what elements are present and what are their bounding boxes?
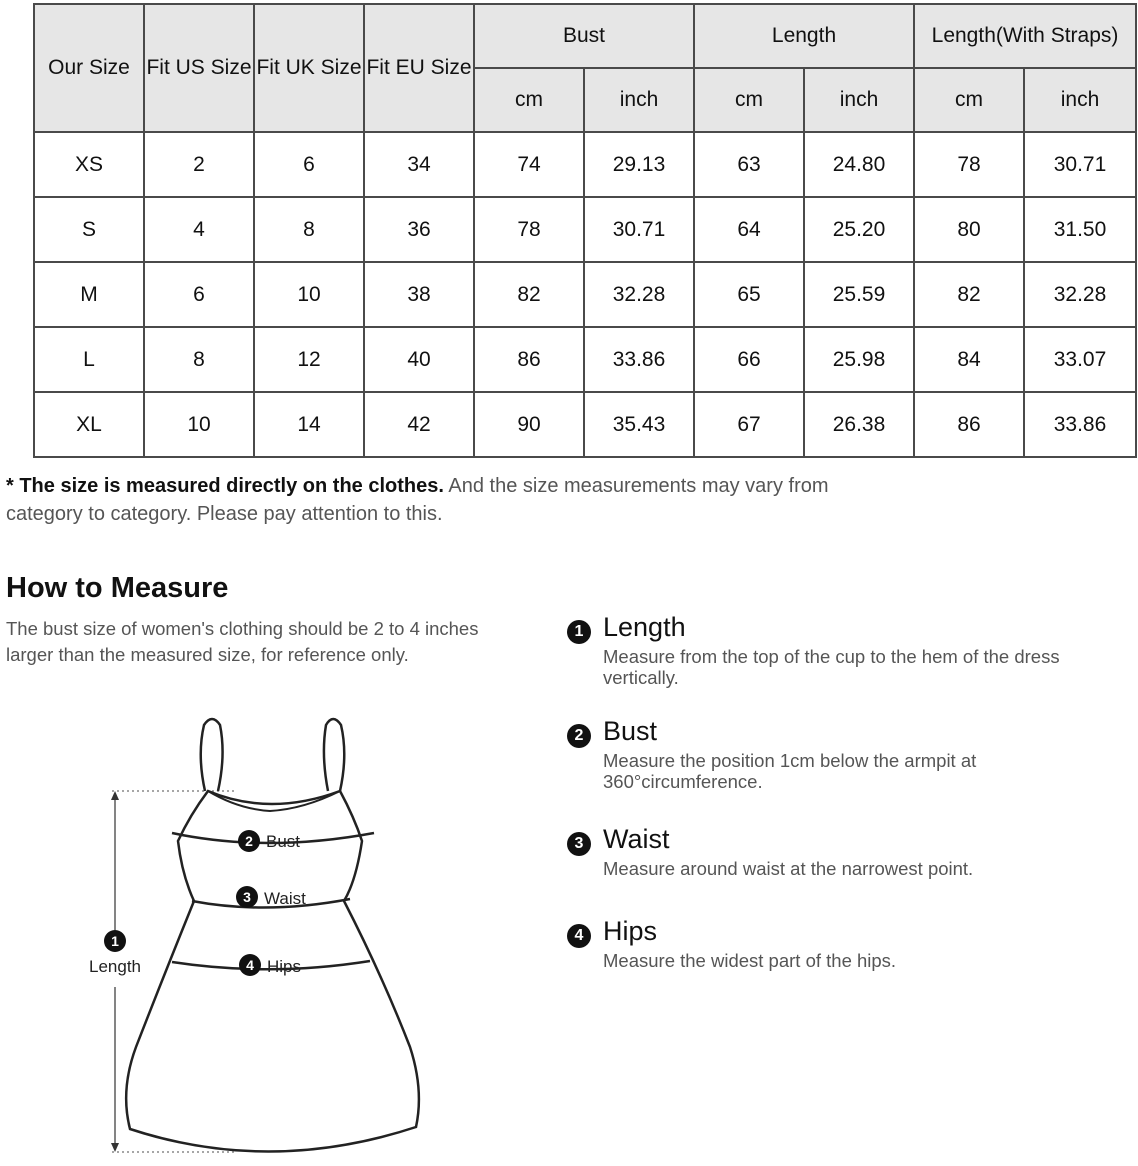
cell-straps-cm: 84: [914, 327, 1024, 392]
cell-length-cm: 66: [694, 327, 804, 392]
step-name: Waist: [603, 824, 670, 854]
cell-fit-eu: 40: [364, 327, 474, 392]
step-description: Measure the position 1cm below the armpit at 360°circumference.: [603, 750, 977, 792]
length-arrow-up: [111, 791, 119, 800]
note-rest: And the size measurements may vary from category to category. Please pay attention to this.: [6, 475, 829, 525]
header-straps-inch: inch: [1024, 68, 1136, 132]
cell-straps-inch: 30.71: [1024, 132, 1136, 197]
hips-label: Hips: [267, 957, 302, 976]
cell-fit-uk: 10: [254, 262, 364, 327]
cell-bust-cm: 86: [474, 327, 584, 392]
cell-fit-us: 2: [144, 132, 254, 197]
cell-straps-inch: 33.07: [1024, 327, 1136, 392]
cell-bust-inch: 33.86: [584, 327, 694, 392]
cell-bust-inch: 29.13: [584, 132, 694, 197]
header-length-cm: cm: [694, 68, 804, 132]
header-bust-inch: inch: [584, 68, 694, 132]
measurement-note: [6, 472, 906, 528]
cell-fit-eu: 34: [364, 132, 474, 197]
cell-length-cm: 67: [694, 392, 804, 457]
cell-our-size: M: [34, 262, 144, 327]
cell-straps-cm: 80: [914, 197, 1024, 262]
cell-fit-us: 6: [144, 262, 254, 327]
step-name: Length: [603, 612, 686, 642]
cell-length-cm: 64: [694, 197, 804, 262]
cell-fit-eu: 36: [364, 197, 474, 262]
cell-fit-uk: 14: [254, 392, 364, 457]
cell-fit-uk: 8: [254, 197, 364, 262]
how-to-measure-description: The bust size of women's clothing should be 2 to 4 inches larger than the measured size, for reference only.: [6, 618, 479, 665]
hips-number: 4: [246, 957, 254, 973]
cell-bust-cm: 82: [474, 262, 584, 327]
cell-straps-cm: 86: [914, 392, 1024, 457]
header-bust: Bust: [474, 4, 694, 68]
cell-fit-us: 10: [144, 392, 254, 457]
header-length-with-straps: Length(With Straps): [914, 4, 1136, 68]
table-row: [34, 197, 1136, 262]
cell-fit-us: 8: [144, 327, 254, 392]
how-to-measure-title: How to Measure: [6, 572, 229, 604]
step-number: 2: [567, 724, 591, 748]
waist-label: Waist: [264, 889, 306, 908]
cell-length-inch: 24.80: [804, 132, 914, 197]
cell-straps-cm: 78: [914, 132, 1024, 197]
table-row: [34, 132, 1136, 197]
cell-length-inch: 25.20: [804, 197, 914, 262]
cell-fit-uk: 6: [254, 132, 364, 197]
header-our-size: Our Size: [34, 4, 144, 132]
cell-length-inch: 26.38: [804, 392, 914, 457]
step-description: Measure around waist at the narrowest point.: [603, 858, 974, 879]
step-number: 3: [567, 832, 591, 856]
waist-number: 3: [243, 889, 251, 905]
cell-length-inch: 25.98: [804, 327, 914, 392]
cell-straps-inch: 33.86: [1024, 392, 1136, 457]
length-arrow-down: [111, 1143, 119, 1152]
cell-our-size: XS: [34, 132, 144, 197]
cell-bust-cm: 90: [474, 392, 584, 457]
size-chart-table: [33, 3, 1137, 458]
step-number: 1: [567, 620, 591, 644]
length-number: 1: [111, 933, 119, 949]
header-bust-cm: cm: [474, 68, 584, 132]
step-number: 4: [567, 924, 591, 948]
cell-bust-cm: 74: [474, 132, 584, 197]
cell-bust-inch: 32.28: [584, 262, 694, 327]
header-fit-uk: Fit UK Size: [254, 4, 364, 132]
cell-fit-us: 4: [144, 197, 254, 262]
header-length-inch: inch: [804, 68, 914, 132]
left-strap: [201, 719, 223, 791]
step-description: Measure from the top of the cup to the hem of the dress vertically.: [603, 646, 1060, 688]
cell-straps-inch: 31.50: [1024, 197, 1136, 262]
bust-number: 2: [245, 833, 253, 849]
header-length: Length: [694, 4, 914, 68]
cell-length-inch: 25.59: [804, 262, 914, 327]
cell-bust-cm: 78: [474, 197, 584, 262]
step-description: Measure the widest part of the hips.: [603, 950, 897, 971]
cell-fit-uk: 12: [254, 327, 364, 392]
cell-fit-eu: 38: [364, 262, 474, 327]
cell-straps-inch: 32.28: [1024, 262, 1136, 327]
dress-diagram: [60, 705, 460, 1165]
note-bold: * The size is measured directly on the clothes.: [6, 475, 444, 497]
cell-length-cm: 63: [694, 132, 804, 197]
cell-our-size: S: [34, 197, 144, 262]
cell-bust-inch: 30.71: [584, 197, 694, 262]
table-row: [34, 262, 1136, 327]
table-row: [34, 392, 1136, 457]
step-name: Bust: [603, 716, 658, 746]
cell-length-cm: 65: [694, 262, 804, 327]
header-fit-us: Fit US Size: [144, 4, 254, 132]
step-name: Hips: [603, 916, 658, 946]
cell-bust-inch: 35.43: [584, 392, 694, 457]
cell-fit-eu: 42: [364, 392, 474, 457]
cell-our-size: XL: [34, 392, 144, 457]
header-fit-eu: Fit EU Size: [364, 4, 474, 132]
table-row: [34, 327, 1136, 392]
cell-straps-cm: 82: [914, 262, 1024, 327]
header-straps-cm: cm: [914, 68, 1024, 132]
length-label: Length: [89, 957, 141, 976]
right-strap: [324, 719, 344, 791]
bust-label: Bust: [266, 832, 301, 851]
cell-our-size: L: [34, 327, 144, 392]
